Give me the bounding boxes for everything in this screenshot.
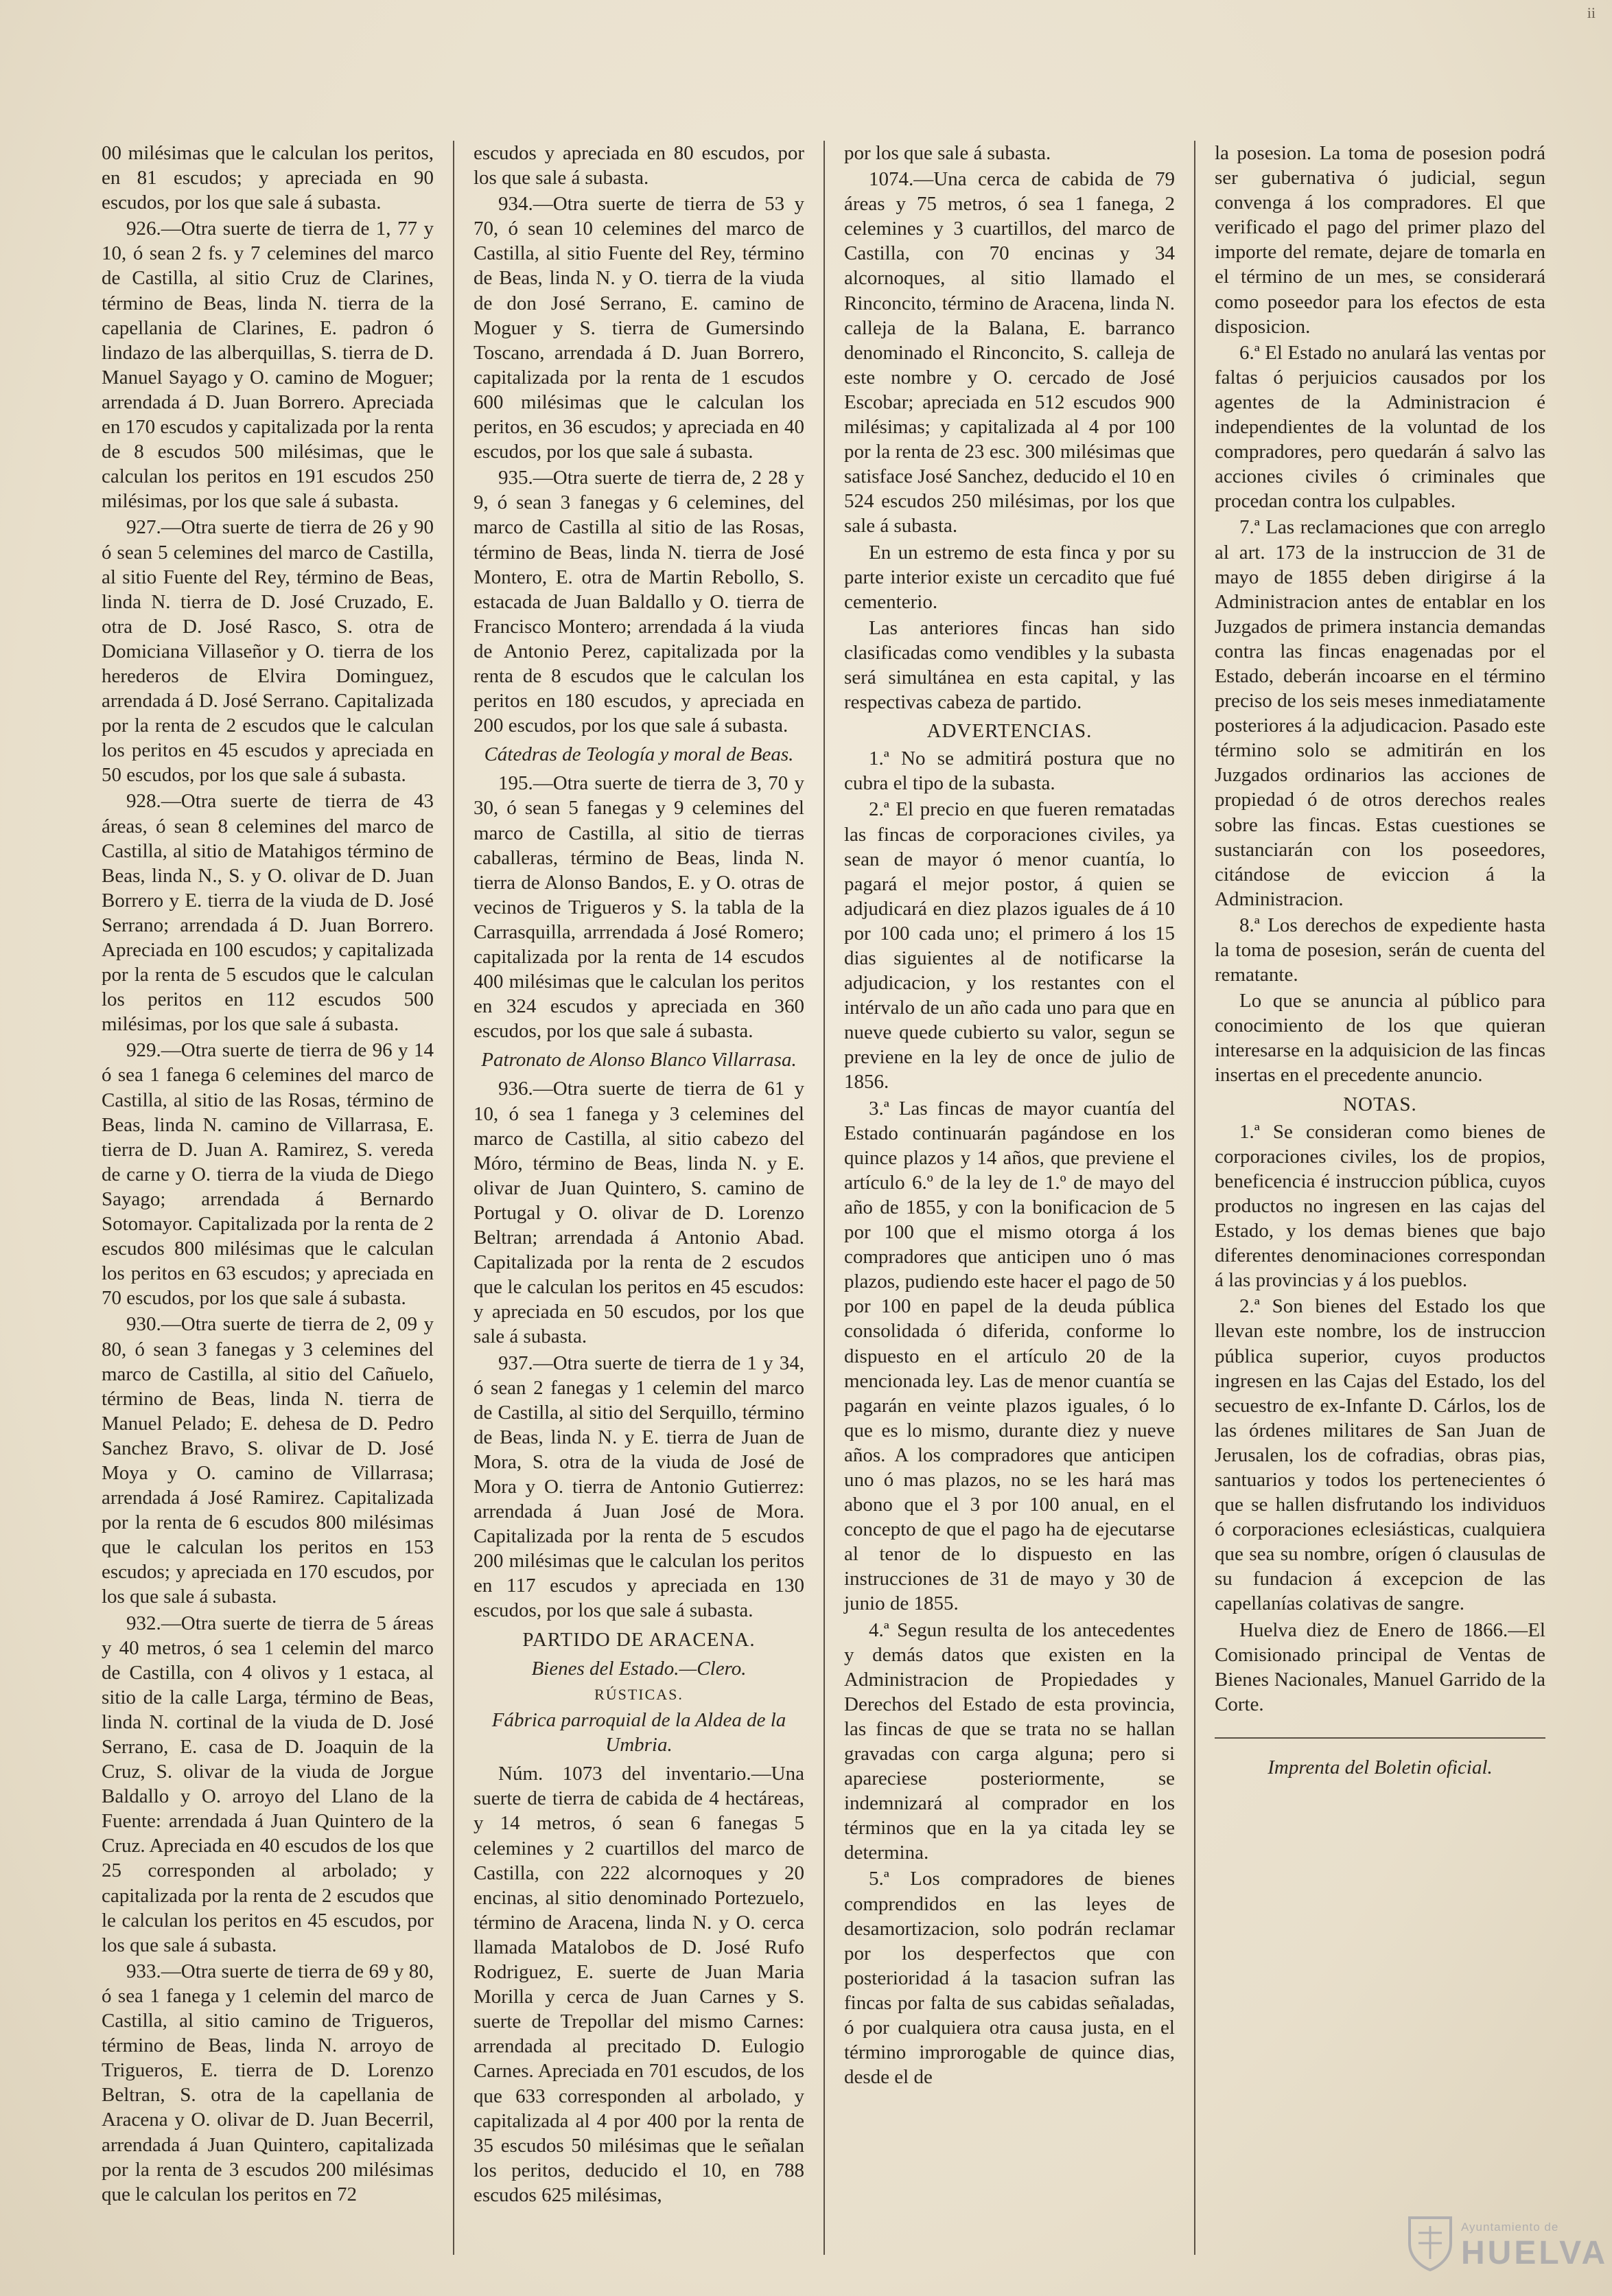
column-1 <box>82 141 453 2255</box>
paragraph: 7.ª Las reclamaciones que con arreglo al art. 173 de la instruccion de 31 de mayo de 1855 deben dirigirse á la Administracion antes de entablar en los Juzgados de primera instancia demandas contra las fincas enagenadas por el Estado, deberán incoarse en el término preciso de los seis meses inmediatamente posteriores á la adjudicacion. Pasado este término solo se admitirán en los Juzgados ordinarios las acciones de propiedad ó de otros derechos reales sobre las fincas. Estas cuestiones se sustanciarán con los poseedores, citándose de eviccion á la Administracion. <box>1215 516 1545 910</box>
paragraph: 935.—Otra suerte de tierra de, 2 28 y 9, ó sean 3 fanegas y 6 celemines, del marco de Castilla al sitio de las Rosas, término de Beas, linda N. tierra de José Montero, E. otra de Martin Rebollo, S. estacada de Juan Baldallo y O. tierra de Francisco Montero; arrendada á la viuda de Antonio Perez, capitalizada por la renta de 8 escudos que le calculan los peritos en 180 escudos, y apreciada en 200 escudos, por los que sale á subasta. <box>474 467 804 737</box>
stamp-line-2: HUELVA <box>1461 2235 1609 2271</box>
paragraph: En un estremo de esta finca y por su parte interior existe un cercadito que fué cementerio. <box>844 541 1175 613</box>
paragraph: 926.—Otra suerte de tierra de 1, 77 y 10, ó sean 2 fs. y 7 celemines del marco de Castilla, al sitio Cruz de Clarines, término de Beas, linda N. tierra de la capellania de Clarines, E. padron ó lindazo de las alberquillas, S. tierra de D. Manuel Sayago y O. camino de Moguer; arrendada á D. Juan Borrero. Apreciada en 170 escudos y capitalizada por la renta de 8 escudos 500 milésimas, que le calculan los peritos en 191 escudos 250 milésimas, por los que sale á subasta. <box>102 218 434 513</box>
section-heading: ADVERTENCIAS. <box>926 720 1093 743</box>
archive-stamp <box>1406 2205 1609 2281</box>
subsection-heading: Bienes del Estado.—Clero. <box>531 1657 747 1680</box>
signature-paragraph: Huelva diez de Enero de 1866.—El Comisionado principal de Ventas de Bienes Nacionales, Manuel Garrido de la Corte. <box>1215 1619 1545 1715</box>
paragraph: 8.ª Los derechos de expediente hasta la toma de posesion, serán de cuenta del rematante. <box>1215 914 1545 986</box>
paragraph: 929.—Otra suerte de tierra de 96 y 14 ó sea 1 fanega 6 celemines del marco de Castilla, al sitio de las Rosas, término de Beas, linda N. camino de Villarrasa, E. tierra de D. Juan A. Ramirez, S. vereda de carne y O. tierra de la viuda de Diego Sayago; arrendada á Bernardo Sotomayor. Capitalizada por la renta de 2 escudos 800 milésimas que le calculan los peritos en 63 escudos; y apreciada en 70 escudos, por los que sale á subasta. <box>102 1039 434 1310</box>
category-label: RÚSTICAS. <box>594 1685 684 1703</box>
stamp-line-1: Ayuntamiento de <box>1461 2220 1559 2234</box>
paragraph: 932.—Otra suerte de tierra de 5 áreas y 40 metros, ó sea 1 celemin del marco de Castilla, con 4 olivos y 1 estaca, al sitio de la calle Larga, término de Beas, linda N. cortinal de la viuda de D. José Serrano, E. casa de D. Joaquin de la Cruz, S. olivar de la viuda de Jorgue Baldallo y O. arroyo del Llano de la Fuente: arrendada á Juan Quintero de la Cruz. Apreciada en 40 escudos de los que 25 corresponden al arbolado; y capitalizada por la renta de 2 escudos que le calculan los peritos en 45 escudos, por los que sale á subasta. <box>102 1612 434 1956</box>
text-columns <box>82 141 1565 2255</box>
paragraph: 934.—Otra suerte de tierra de 53 y 70, ó sean 10 celemines del marco de Castilla, al sitio Fuente del Rey, término de Beas, linda N. y O. tierra de la viuda de don José Serrano, E. camino de Moguer y S. tierra de Gumersindo Toscano, arrendada á D. Juan Borrero, capitalizada por la renta de 1 escudos 600 milésimas que le calculan los peritos, en 36 escudos; y apreciada en 40 escudos, por los que sale á subasta. <box>474 193 804 463</box>
paragraph: Lo que se anuncia al público para conocimiento de los que quieran interesarse en la adquisicion de las fincas insertas en el precedente anuncio. <box>1215 990 1545 1087</box>
subsection-heading: Patronato de Alonso Blanco Villarrasa. <box>481 1049 797 1071</box>
subsection-heading: Cátedras de Teología y moral de Beas. <box>484 743 794 766</box>
paragraph: 936.—Otra suerte de tierra de 61 y 10, ó sea 1 fanega y 3 celemines del marco de Castilla, al sitio cabezo del Móro, término de Beas, linda N. y E. olivar de Juan Quintero, S. camino de Portugal y O. olivar de D. Lorenzo Beltran; arrendada á Antonio Abad. Capitalizada por la renta de 2 escudos que le calculan los peritos en 45 escudos: y apreciada en 50 escudos, por los que sale á subasta. <box>474 1078 804 1348</box>
page-mark: ii <box>1587 4 1596 21</box>
column-2 <box>453 141 823 2255</box>
paragraph: escudos y apreciada en 80 escudos, por los que sale á subasta. <box>474 142 804 189</box>
separator-rule <box>1215 1737 1545 1739</box>
column-4 <box>1194 141 1565 2255</box>
paragraph: 1.ª Se consideran como bienes de corporaciones civiles, los de propios, beneficencia é instruccion pública, cuyos productos no ingresen en las cajas del Estado, y los demas bienes que bajo diferentes denominaciones correspondan á las provincias y á los pueblos. <box>1215 1120 1545 1292</box>
paragraph: 2.ª Son bienes del Estado los que llevan este nombre, los de instruccion pública superior, cuyos productos ingresen en las Cajas del Estado, los del secuestro de ex-Infante D. Cárlos, los de las órdenes militares de San Juan de Jerusalen, los de cofradias, obras pias, santuarios y todos los pertenecientes ó que se hallen disfrutando los individuos ó corporaciones eclesiásticas, cualquiera que sea su nombre, orígen ó clausulas de su fundacion á excepcion de las capellanías colativas de sangre. <box>1215 1295 1545 1615</box>
paragraph: 00 milésimas que le calculan los peritos, en 81 escudos; y apreciada en 90 escudos, por los que sale á subasta. <box>102 142 434 214</box>
column-3 <box>823 141 1194 2255</box>
subsection-heading: Fábrica parroquial de la Aldea de la Umbria. <box>491 1709 786 1756</box>
paragraph: 927.—Otra suerte de tierra de 26 y 90 ó sean 5 celemines del marco de Castilla, al sitio Fuente del Rey, término de Beas, linda N. tierra de D. José Cruzado, E. otra de D. José Rasco, S. otra de Domiciana Villaseñor y O. tierra de los herederos de Elvira Dominguez, arrendada á D. José Serrano. Capitalizada por la renta de 2 escudos que le calculan los peritos en 45 escudos y apreciada en 50 escudos, por los que sale á subasta. <box>102 516 434 787</box>
paragraph: 3.ª Las fincas de mayor cuantía del Estado continuarán pagándose en los quince plazos y 14 años, que previene el artículo 6.º de la ley de 1.º de mayo del año de 1855, y con la bonificacion de 5 por 100 que el mismo otorga á los compradores que anticipen uno ó mas plazos, pudiendo este hacer el pago de 50 por 100 en papel de la deuda pública consolidada ó diferida, conforme lo dispuesto en el artículo 20 de la mencionada ley. Las de menor cuantía se pagarán en veinte plazos iguales, ó lo que es lo mismo, durante diez y nueve años. A los compradores que anticipen uno ó mas plazos, no se les hará mas abono que el 3 por 100 anual, en el concepto de que el pago ha de ejecutarse al tenor de lo dispuesto en las instrucciones de 31 de mayo y 30 de junio de 1855. <box>844 1097 1175 1615</box>
section-heading: NOTAS. <box>1343 1093 1417 1115</box>
paragraph: por los que sale á subasta. <box>844 142 1051 164</box>
paragraph: 937.—Otra suerte de tierra de 1 y 34, ó sean 2 fanegas y 1 celemin del marco de Castilla, al sitio del Serquillo, término de Beas, linda N. y E. tierra de Juan de Mora, S. otra de la viuda de José de Mora y O. tierra de Antonio Gutierrez: arrendada á Juan José de Mora. Capitalizada por la renta de 5 escudos 200 milésimas que le calculan los peritos en 117 escudos y apreciada en 130 escudos, por los que sale á subasta. <box>474 1352 804 1622</box>
paragraph: 5.ª Los compradores de bienes comprendidos en las leyes de desamortizacion, solo podrán reclamar por los desperfectos que con posterioridad á la tasacion sufran las fincas por falta de sus cabidas señaladas, ó por cualquiera otra causa justa, en el término improrogable de quince dias, desde el de <box>844 1868 1175 2089</box>
paragraph: 930.—Otra suerte de tierra de 2, 09 y 80, ó sean 3 fanegas y 3 celemines del marco de Castilla, al sitio del Cañuelo, término de Beas, linda N. tierra de Manuel Pelado; E. dehesa de D. Pedro Sanchez Bravo, S. olivar de D. José Moya y O. camino de Villarrasa; arrendada á José Ramirez. Capitalizada por la renta de 6 escudos 800 milésimas que le calculan los peritos en 153 escudos; y apreciada en 170 escudos, por los que sale á subasta. <box>102 1313 434 1608</box>
paragraph: 1074.—Una cerca de cabida de 79 áreas y 75 metros, ó sea 1 fanega, 2 celemines y 3 cuartillos, del marco de Castilla, con 70 encinas y 34 alcornoques, al sitio llamado el Rinconcito, término de Aracena, linda N. calleja de la Balana, E. barranco denominado el Rinconcito, S. calleja de este nombre y O. cercado de José Escobar; apreciada en 512 escudos 900 milésimas; y capitalizada al 4 por 100 por la renta de 23 esc. 300 milésimas que satisface José Sanchez, deducido el 10 en 524 escudos 250 milésimas, por los que sale á subasta. <box>844 168 1175 537</box>
paragraph: Las anteriores fincas han sido clasificadas como vendibles y la subasta será simultánea en esta capital, y las respectivas cabeza de partido. <box>844 616 1175 714</box>
section-heading: PARTIDO DE ARACENA. <box>522 1628 756 1651</box>
paragraph: Núm. 1073 del inventario.—Una suerte de tierra de cabida de 4 hectáreas, y 14 metros, ó sean 6 fanegas 5 celemines y 2 cuartillos del marco de Castilla, con 222 alcornoques y 20 encinas, al sitio denominado Portezuelo, término de Aracena, linda N. y O. cerca llamada Matalobos de D. José Rufo Rodriguez, E. suerte de Juan Maria Morilla y cerca de Juan Carnes y S. suerte de Trepollar del mismo Carnes: arrendada al precitado D. Eulogio Carnes. Apreciada en 701 escudos, de los que 633 corresponden al arbolado, y capitalizada al 4 por 400 por la renta de 35 escudos 50 milésimas que le señalan los peritos, deducido el 10, en 788 escudos 625 milésimas, <box>474 1763 804 2206</box>
paragraph: la posesion. La toma de posesion podrá ser gubernativa ó judicial, segun convenga á los compradores. El que verificado el pago del primer plazo del importe del remate, dejare de tomarla en el término de un mes, se considerará como poseedor para los efectos de esta disposicion. <box>1215 142 1545 338</box>
paragraph: 933.—Otra suerte de tierra de 69 y 80, ó sea 1 fanega y 1 celemin del marco de Castilla, al sitio camino de Trigueros, término de Beas, linda N. arroyo de Trigueros, E. tierra de D. Lorenzo Beltran, S. otra de la capellania de Aracena y O. olivar de D. Juan Becerril, arrendada á Juan Quintero, capitalizada por la renta de 3 escudos 200 milésimas que le calculan los peritos en 72 <box>102 1960 434 2205</box>
paragraph: 928.—Otra suerte de tierra de 43 áreas, ó sean 8 celemines del marco de Castilla, al sitio de Matahigos término de Beas, linda N., S. y O. olivar de D. Juan Borrero y E. tierra de la viuda de D. José Serrano; arrendada á D. Juan Borrero. Apreciada en 100 escudos; y capitalizada por la renta de 5 escudos que le calculan los peritos en 112 escudos 500 milésimas, por los que sale á subasta. <box>102 790 434 1036</box>
paragraph: 6.ª El Estado no anulará las ventas por faltas ó perjuicios causados por los agentes de la Administracion é independientes de la voluntad de los compradores, pero quedarán á salvo las acciones civiles ó criminales que procedan contra los culpables. <box>1215 341 1545 513</box>
printer-imprint: Imprenta del Boletin oficial. <box>1268 1756 1493 1778</box>
paragraph: 4.ª Segun resulta de los antecedentes y demás datos que existen en la Administracion de Propiedades y Derechos del Estado de esta provincia, las fincas de que se trata no se hallan gravadas con carga alguna; pero si apareciese posteriormente, se indemnizará al comprador en los términos que en la ya citada ley se determina. <box>844 1619 1175 1864</box>
paragraph: 2.ª El precio en que fueren rematadas las fincas de corporaciones civiles, ya sean de mayor ó menor cuantía, lo pagará el mejor postor, á quien se adjudicará en diez plazos iguales de á 10 por 100 cada uno; el primero á los 15 dias siguientes al de notificarse la adjudicacion, y los restantes con el intérvalo de un año cada uno para que en nueve quede cubierto su valor, segun se previene en la ley de once de julio de 1856. <box>844 798 1175 1093</box>
coat-of-arms-icon <box>1406 2212 1454 2271</box>
paragraph: 1.ª No se admitirá postura que no cubra el tipo de la subasta. <box>844 747 1175 795</box>
paragraph: 195.—Otra suerte de tierra de 3, 70 y 30, ó sean 5 fanegas y 9 celemines del marco de Castilla, al sitio de tierras caballeras, término de Beas, linda N. tierra de Alonso Bandos, E. y O. otras de vecinos de Trigueros y S. la tabla de la Carrasquilla, arrrendada á José Romero; capitalizada por la renta de 14 escudos 400 milésimas que le calculan los peritos en 324 escudos y apreciada en 360 escudos, por los que sale á subasta. <box>474 772 804 1043</box>
